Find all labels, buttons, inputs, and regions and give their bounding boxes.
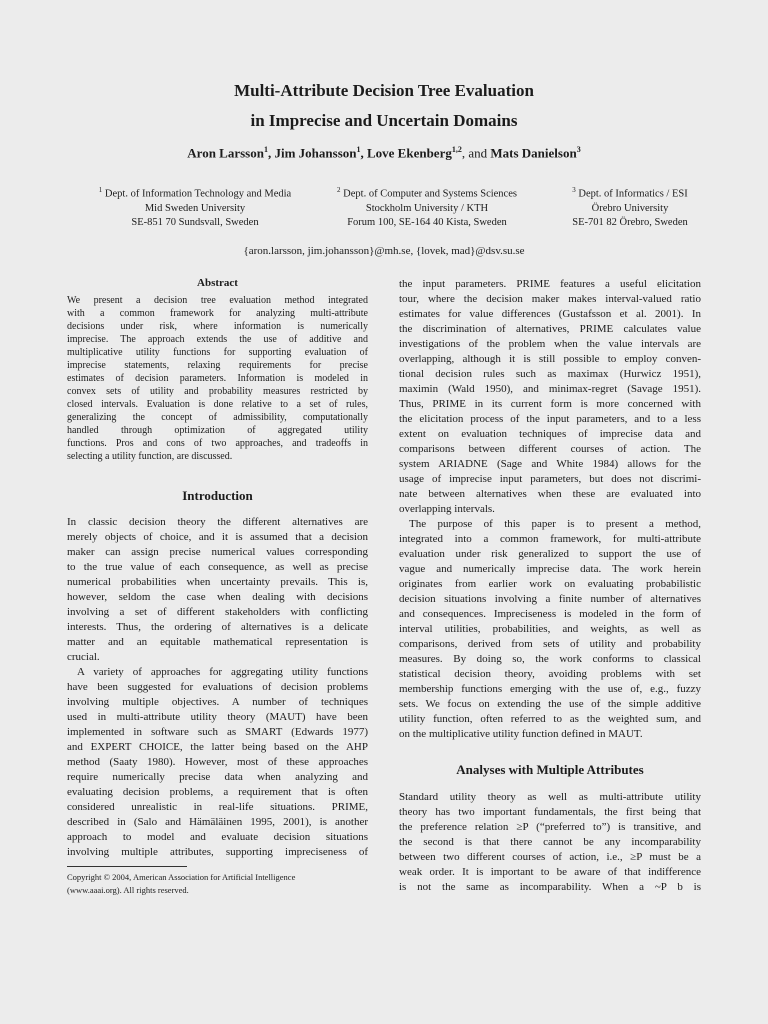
body-line: and consequences. Impreciseness is modeled in the form of [399,608,701,620]
affiliation-line: Forum 100, SE-164 40 Kista, Sweden [347,216,507,228]
body-line: method (Saaty 1980). However, most of these approaches [67,756,368,768]
body-line: decision situations involving a finite number of alternatives [399,593,701,605]
body-line: investigations of the problem when the value intervals are [399,338,701,350]
abstract-line: multiplicative utility functions for supporting evaluation of [67,347,368,358]
body-line: crucial. [67,651,100,663]
analyses-heading: Analyses with Multiple Attributes [456,762,644,777]
body-line: implemented in software such as SMART (Edwards 1977) [67,726,368,738]
body-line: utility function, often referred to as the weighted sum, and [399,713,701,725]
body-line: Thus, PRIME in its current form is more concerned with [399,398,701,410]
body-line: evaluating decision problems, a requirement that is often [67,786,368,798]
body-line: tour, where the decision maker makes interval-valued ratio [399,293,701,305]
body-line: used in multi-attribute utility theory (MAUT) have been [67,711,368,723]
affiliation-line: SE-701 82 Örebro, Sweden [572,216,688,228]
body-line: involving multiple objectives. A number of techniques [67,696,368,708]
body-line: involving a set of different stakeholders with conflicting [67,606,368,618]
body-line: require numerically precise data when analyzing and [67,771,368,783]
author-affiliation-mark: 1 [356,145,361,154]
abstract-line: closed intervals. Evaluation is done relative to a set of rules, [67,399,368,410]
copyright-line: Copyright © 2004, American Association for Artificial Intelligence [67,872,296,882]
body-line: tional decision rules such as maximax (Hurwicz 1951), [399,368,701,380]
abstract-line: selecting a utility function, are discussed. [67,451,233,462]
author-affiliation-mark: 3 [576,145,581,154]
body-line: merely objects of choice, and it is assumed that a decision [67,531,368,543]
body-line: numerical probabilities when uncertainty prevails. This is, [67,576,368,588]
body-line: Standard utility theory as well as multi-attribute utility [399,791,701,803]
body-line: integrated into a common framework, for multi-attribute [399,533,701,545]
body-line: measures. By doing so, the work conforms to classical [399,653,701,665]
body-line: the elicitation process of the input parameters, and to a less [399,413,701,425]
copyright-notice [67,871,368,897]
author-list: Aron Larsson$^1$, Jim Johansson$^1$, Love Ekenberg$^{1,2}$, and Mats Danielson$^3$ [187,145,581,161]
author-name: Aron Larsson [187,145,264,161]
affiliation-mark: 3 [572,186,576,194]
affiliation-line: SE-851 70 Sundsvall, Sweden [131,216,259,228]
body-line: A variety of approaches for aggregating utility functions [77,666,368,678]
body-line: is not the same as incomparability. When a ~P b is [399,881,701,893]
body-line: extent on evaluation techniques of imprecise data and [399,428,701,440]
body-line: the second is that there cannot be any incomparability [399,836,701,848]
body-line: estimates for value differences (Gustafsson et al. 2001). In [399,308,701,320]
abstract-line: convex sets of utility and probability measures restricted by [67,386,368,397]
body-line: maximin (Wald 1950), and minimax-regret (Savage 1951). [399,383,701,395]
affiliation-line: Dept. of Informatics / ESI [578,188,688,200]
introduction-heading: Introduction [182,488,253,503]
body-line: originates from earlier work on evaluating probabilistic [399,578,701,590]
body-line: the discrimination of alternatives, PRIME calculates value [399,323,701,335]
abstract-line: We present a decision tree evaluation method integrated [67,295,368,306]
affiliation-line: Dept. of Computer and Systems Sciences [343,188,517,200]
body-line: the preference relation ≥P (“preferred to”) is transitive, and [399,821,701,833]
abstract-line: with a common framework for analyzing multi-attribute [67,308,368,319]
abstract-line: estimates of decision parameters. Information is modeled in [67,373,368,384]
author-name: Love Ekenberg [366,145,452,161]
body-line: on the multiplicative utility function defined in MAUT. [399,728,643,740]
body-line: comparisons between different courses of action. The [399,443,701,455]
abstract-line: generalizing the concept of admissibility, computationally [67,412,368,423]
abstract-line: imprecise. The approach extends the use of additive and [67,334,368,345]
body-line: have been suggested for evaluations of decision problems [67,681,368,693]
body-line: overlapping, although it is still possible to employ conven- [399,353,701,365]
body-line: evaluation under risk generalized to support the use of [399,548,701,560]
body-line: sets. We focus on extending the use of the simple additive [399,698,701,710]
body-line: The purpose of this paper is to present a method, [409,518,701,530]
body-line: between two different courses of action, i.e., ≥P must be a [399,851,701,863]
author-name: Jim Johansson [274,145,357,161]
body-line: approach to model and evaluate decision situations [67,831,368,843]
abstract-line: decisions under risk, where information is numerically [67,321,368,332]
paper-title-line-1: Multi-Attribute Decision Tree Evaluation [234,81,534,100]
body-line: statistical decision theory, avoiding problems with set [399,668,701,680]
body-line: the input parameters. PRIME features a useful elicitation [399,278,701,290]
body-line: comparisons, derived from sets of utility and probability [399,638,701,650]
abstract-line: functions. Pros and cons of two approaches, and tradeoffs in [67,438,368,449]
body-line: interests. Thus, the ordering of alternatives is a delicate [67,621,368,633]
body-line: considered unrealistic in real-life situations. PRIME, [67,801,368,813]
body-line: maker can assign precise numerical values corresponding [67,546,368,558]
affiliation-line: Örebro University [591,202,669,214]
body-line: theory has two important fundamentals, the first being that [399,806,701,818]
author-name: Mats Danielson [490,145,577,161]
author-affiliation-mark: 1,2 [451,145,462,154]
body-line: involving multiple attributes, supporting impreciseness of [67,846,368,858]
author-separator: , and [461,145,488,161]
affiliation-line: Stockholm University / KTH [365,202,489,214]
body-line: overlapping intervals. [399,503,495,515]
body-line: membership functions emerging with the use of, e.g., fuzzy [399,683,701,695]
body-line: nate between alternatives when these are evaluated into [399,488,701,500]
body-line: weak order. It is important to be aware of that indifference [399,866,701,878]
body-line: to the true value of each consequence, as well as precise [67,561,368,573]
body-line: interval utilities, probabilities, and weights, as well as [399,623,701,635]
copyright-line: (www.aaai.org). All rights reserved. [67,885,189,895]
body-line: system ARIADNE (Sage and White 1984) allows for the [399,458,701,470]
author-emails: {aron.larsson, jim.johansson}@mh.se, {lovek, mad}@dsv.su.se [243,245,525,257]
body-line: matter and an equitable mathematical representation is [67,636,368,648]
body-line: described in (Salo and Hämäläinen 1995, 2001), is another [67,816,368,828]
abstract-line: handled through optimization of aggregated utility [67,425,368,436]
body-line: usage of imprecise input parameters, but does not discrimi- [399,473,701,485]
abstract-line: imprecise statements, relaxing requirements for precise [67,360,368,371]
affiliation-mark: 1 [98,186,103,194]
footnote-rule [67,866,187,867]
paper-title-line-2: in Imprecise and Uncertain Domains [250,111,518,130]
abstract-heading: Abstract [197,277,238,289]
body-line: vague and numerically imprecise data. The work herein [399,563,701,575]
affiliation-1 [80,183,310,230]
affiliation-mark: 2 [337,186,341,194]
affiliation-3 [540,183,720,230]
author-affiliation-mark: 1 [263,145,268,154]
affiliation-line: Mid Sweden University [144,202,246,214]
body-line: In classic decision theory the different alternatives are [67,516,368,528]
body-line: and EXPERT CHOICE, the latter being based on the AHP [67,741,368,753]
body-line: however, seldom the case when dealing with decisions [67,591,368,603]
affiliation-2 [312,183,542,230]
affiliation-line: Dept. of Information Technology and Media [104,188,292,200]
